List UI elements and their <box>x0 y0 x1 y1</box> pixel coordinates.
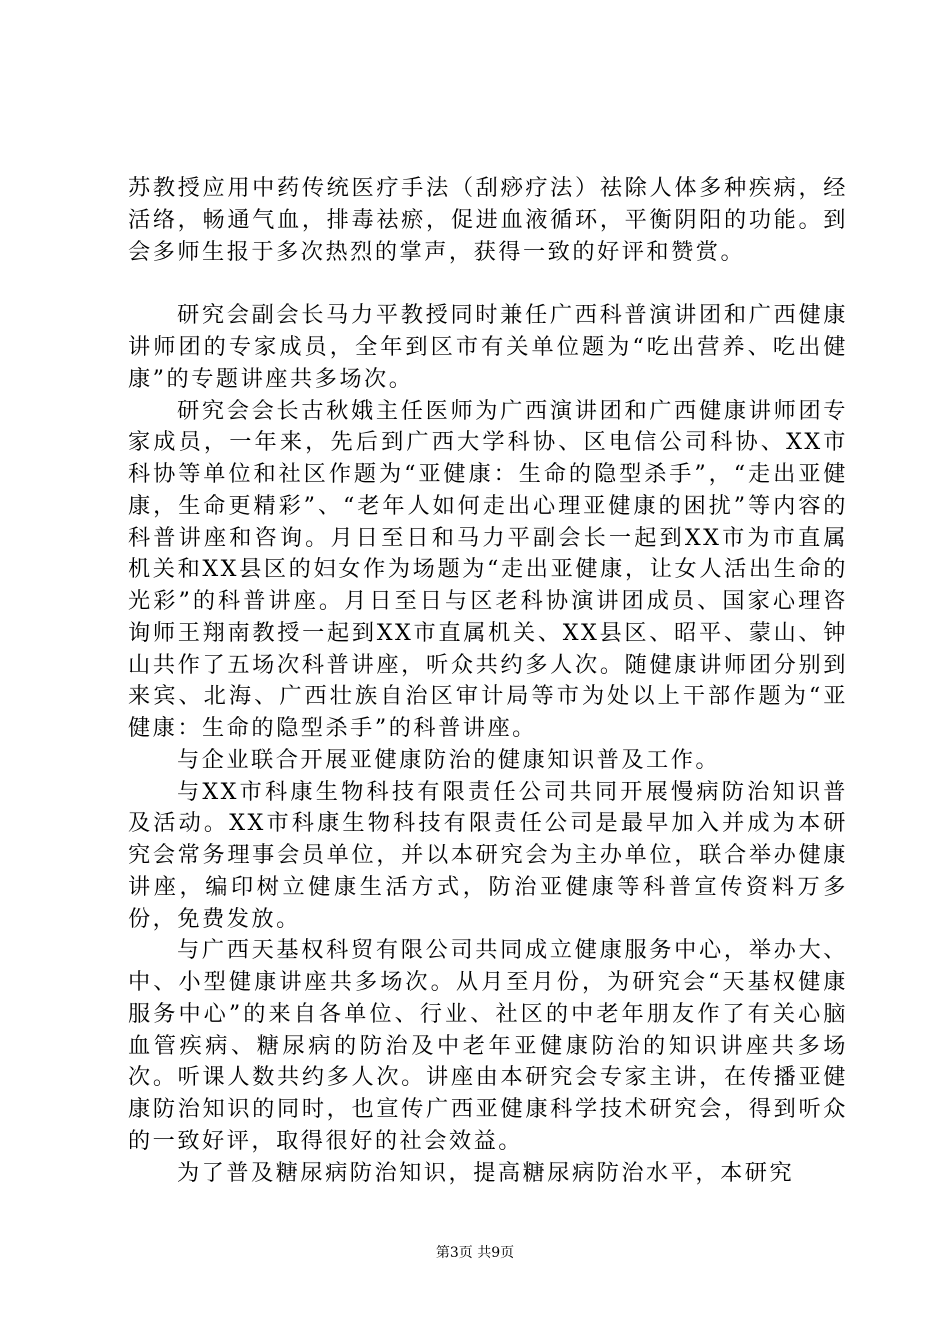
paragraph-2: 研究会副会长马力平教授同时兼任广西科普演讲团和广西健康讲师团的专家成员，全年到区市有关单位题为“吃出营养、吃出健康”的专题讲座共多场次。 <box>128 302 848 392</box>
paragraph-5: 与XX市科康生物科技有限责任公司共同开展慢病防治知识普及活动。XX市科康生物科技有限责任公司是最早加入并成为本研究会常务理事会员单位，并以本研究会为主办单位，联合举办健康讲座，编印树立健康生活方式，防治亚健康等科普宣传资料万多份，免费发放。 <box>128 778 848 932</box>
paragraph-7: 为了普及糖尿病防治知识，提高糖尿病防治水平，本研究 <box>177 1159 795 1186</box>
paragraph-6: 与广西天基权科贸有限公司共同成立健康服务中心，举办大、中、小型健康讲座共多场次。从月至月份，为研究会“天基权健康服务中心”的来自各单位、行业、社区的中老年朋友作了有关心脑血管疾病、糖尿病的防治及中老年亚健康防治的知识讲座共多场次。听课人数共约多人次。讲座由本研究会专家主讲，在传播亚健康防治知识的同时，也宣传广西亚健康科学技术研究会，得到听众的一致好评，取得很好的社会效益。 <box>128 937 848 1154</box>
paragraph-4: 与企业联合开展亚健康防治的健康知识普及工作。 <box>177 746 721 773</box>
paragraph-1: 苏教授应用中药传统医疗手法（刮痧疗法）祛除人体多种疾病，经活络，畅通气血，排毒祛瘀，促进血液循环，平衡阴阳的功能。到会多师生报于多次热烈的掌声，获得一致的好评和赞赏。 <box>128 175 848 265</box>
paragraph-3: 研究会会长古秋娥主任医师为广西演讲团和广西健康讲师团专家成员，一年来，先后到广西大学科协、区电信公司科协、XX市科协等单位和社区作题为“亚健康：生命的隐型杀手”，“走出亚健康，生命更精彩”、“老年人如何走出心理亚健康的困扰”等内容的科普讲座和咨询。月日至日和马力平副会长一起到XX市为市直属机关和XX县区的妇女作为场题为“走出亚健康，让女人活出生命的光彩”的科普讲座。月日至日与区老科协演讲团成员、国家心理咨询师王翔南教授一起到XX市直属机关、XX县区、昭平、蒙山、钟山共作了五场次科普讲座，听众共约多人次。随健康讲师团分别到来宾、北海、广西壮族自治区审计局等市为处以上干部作题为“亚健康：生命的隐型杀手”的科普讲座。 <box>128 397 848 741</box>
page-number-footer: 第3页 共9页 <box>435 1245 515 1261</box>
document-body <box>128 173 848 1189</box>
